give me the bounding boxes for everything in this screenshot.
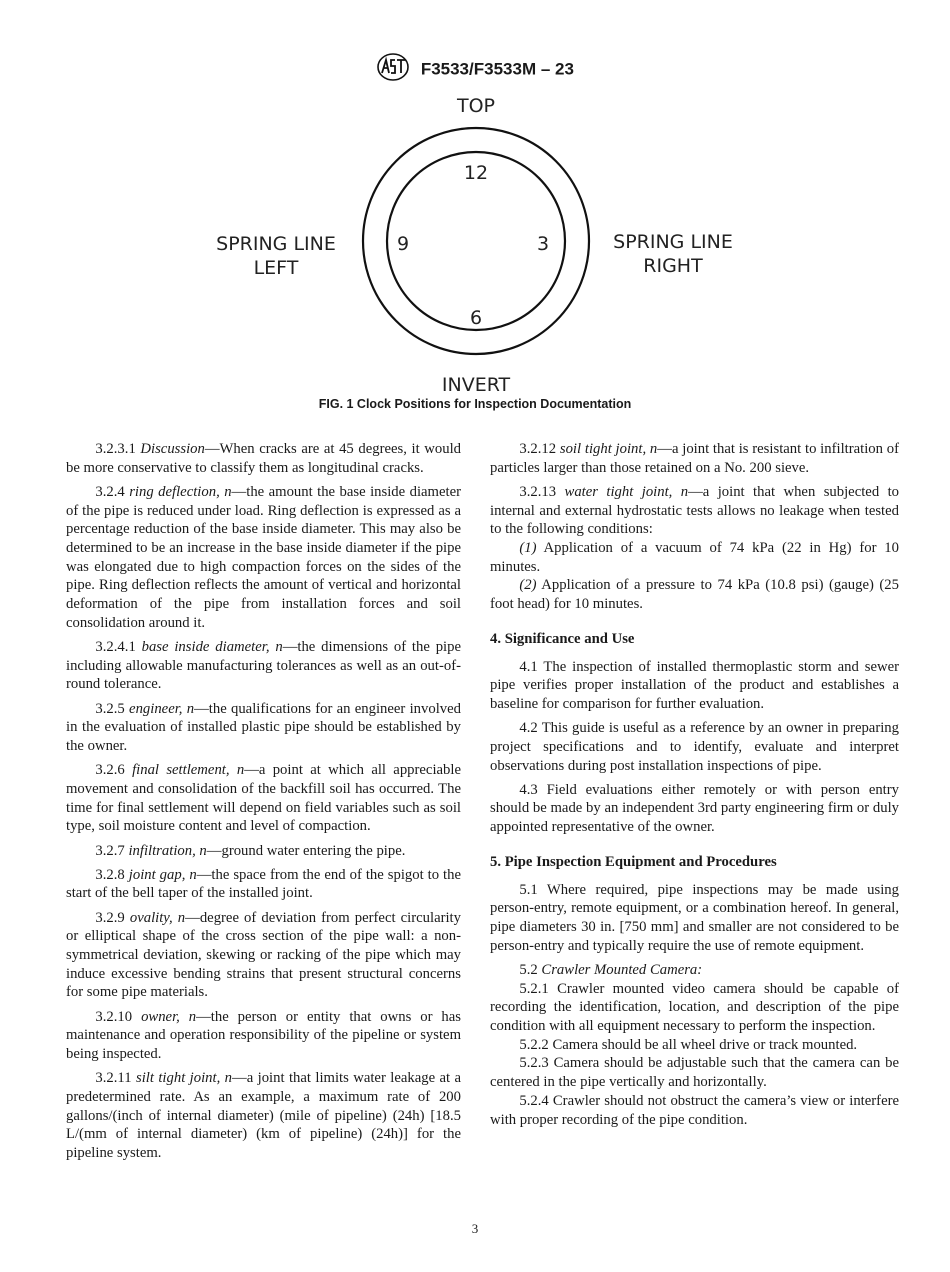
para-3-2-8: 3.2.8 joint gap, n—the space from the end of the spigot to the start of the bell taper of the installed joint. [66, 866, 462, 902]
para-3-2-5: 3.2.5 engineer, n—the qualifications for an engineer involved in the evaluation of installed plastic pipe should be established by the owner. [66, 700, 461, 755]
clock-3: 3 [536, 233, 550, 255]
label-spring-line-right-2: RIGHT [643, 255, 703, 277]
para-4-2: 4.2 This guide is useful as a reference by an owner in preparing project specifications and to identify, evaluate and interpret observations during post installation inspections of pipe. [490, 720, 899, 774]
para-3-2-4: 3.2.4 ring deflection, n—the amount the base inside diameter of the pipe is reduced under load. Ring deflection is expressed as a percentage reduction of the base inside diameter. This may also be determined to be an increase in the base inside diameter if the pipe was elongated due to high compaction forces on the sides of the pipe. Ring deflection reflects the amount of vertical and horizontal deformation of the pipe from installation forces and soil consolidation around it. [66, 483, 461, 631]
label-spring-line-right-1: SPRING LINE [613, 231, 733, 253]
para-3-2-9: 3.2.9 ovality, n—degree of deviation from perfect circularity or elliptical shape of the cross section of the pipe wall: a non-symmetrical deviation, skewing or racking of the pipe which may induce excessive bending strains that present structural concerns for some pipe materials. [66, 909, 461, 1001]
label-spring-line-left-2: LEFT [253, 257, 299, 279]
figure-caption: FIG. 1 Clock Positions for Inspection Documentation [318, 397, 632, 411]
page-number: 3 [471, 1221, 479, 1236]
label-invert: INVERT [441, 374, 511, 393]
clock-9: 9 [396, 233, 410, 255]
section-heading-4: 4. Significance and Use [490, 630, 635, 647]
section-heading-5: 5. Pipe Inspection Equipment and Procedures [490, 853, 777, 870]
para-5-2-3: 5.2.3 Camera should be adjustable such that the camera can be centered in the pipe vertically and horizontally. [490, 1055, 899, 1091]
para-3-2-6: 3.2.6 final settlement, n—a point at which all appreciable movement and consolidation of the backfill soil has occurred. The time for final settlement will depend on field variables such as soil type, soil moisture content and level of compaction. [66, 762, 461, 835]
para-3-2-4-1: 3.2.4.1 base inside diameter, n—the dimensions of the pipe including allowable manufacturing tolerances as well as an out-of-round tolerance. [66, 639, 461, 693]
para-4-1: 4.1 The inspection of installed thermoplastic storm and sewer pipe verifies proper installation of the product and establishes a baseline for comparison for further evaluation. [490, 658, 899, 712]
para-3-2-12: 3.2.12 soil tight joint, n—a joint that is resistant to infiltration of particles larger than those retained on a No. 200 sieve. [490, 441, 899, 476]
para-condition-2: (2) Application of a pressure to 74 kPa (10.8 psi) (gauge) (25 foot head) for 10 minutes. [490, 577, 899, 613]
para-3-2-3-1: 3.2.3.1 Discussion—When cracks are at 45 degrees, it would be more conservative to classify them as longitudinal cracks. [66, 441, 461, 476]
para-3-2-13: 3.2.13 water tight joint, n—a joint that when subjected to internal and external hydrostatic tests allows no leakage when tested to the following conditions: [490, 483, 899, 538]
para-5-2: 5.2 Crawler Mounted Camera: [519, 961, 703, 978]
left-column [66, 440, 461, 1168]
para-4-3: 4.3 Field evaluations either remotely or with person entry should be made by an independent 3rd party engineering firm or duly appointed representative of the owner. [490, 781, 899, 836]
label-spring-line-left-1: SPRING LINE [216, 233, 336, 255]
para-5-1: 5.1 Where required, pipe inspections may be made using person-entry, remote equipment, or a combination hereof. In general, pipe diameters 30 in. [750 mm] and smaller are not considered to be person-entry and typically require the use of remote equipment. [490, 881, 899, 954]
para-3-2-7: 3.2.7 infiltration, n—ground water entering the pipe. [95, 842, 406, 859]
para-condition-1: (1) Application of a vacuum of 74 kPa (22 in Hg) for 10 minutes. [490, 540, 899, 575]
clock-6: 6 [469, 307, 483, 329]
page-header [0, 52, 950, 87]
document-designation: F3533/F3533M – 23 [420, 59, 574, 79]
para-3-2-10: 3.2.10 owner, n—the person or entity that owns or has maintenance and operation responsibility of the pipeline or system being inspected. [66, 1008, 462, 1063]
para-3-2-11: 3.2.11 silt tight joint, n—a joint that limits water leakage at a predetermined rate. As an example, a maximum rate of 200 gallons/(inch of internal diameter) (mile of pipeline) (24h) [18.5 L/(mm of internal diameter) (km of pipeline) (24h)] for the pipeline system. [66, 1070, 462, 1162]
label-top: TOP [456, 95, 496, 117]
clock-12: 12 [463, 162, 489, 184]
para-5-2-1: 5.2.1 Crawler mounted video camera should be capable of recording the identification, location, and description of the pipe condition with all equipment necessary to perform the inspection. [490, 980, 899, 1034]
astm-logo [376, 52, 410, 87]
para-5-2-4: 5.2.4 Crawler should not obstruct the camera’s view or interfere with proper recording of the pipe condition. [490, 1092, 899, 1128]
clock-position-figure [200, 88, 750, 393]
right-column [490, 440, 899, 1129]
para-5-2-2: 5.2.2 Camera should be all wheel drive or track mounted. [519, 1036, 858, 1053]
